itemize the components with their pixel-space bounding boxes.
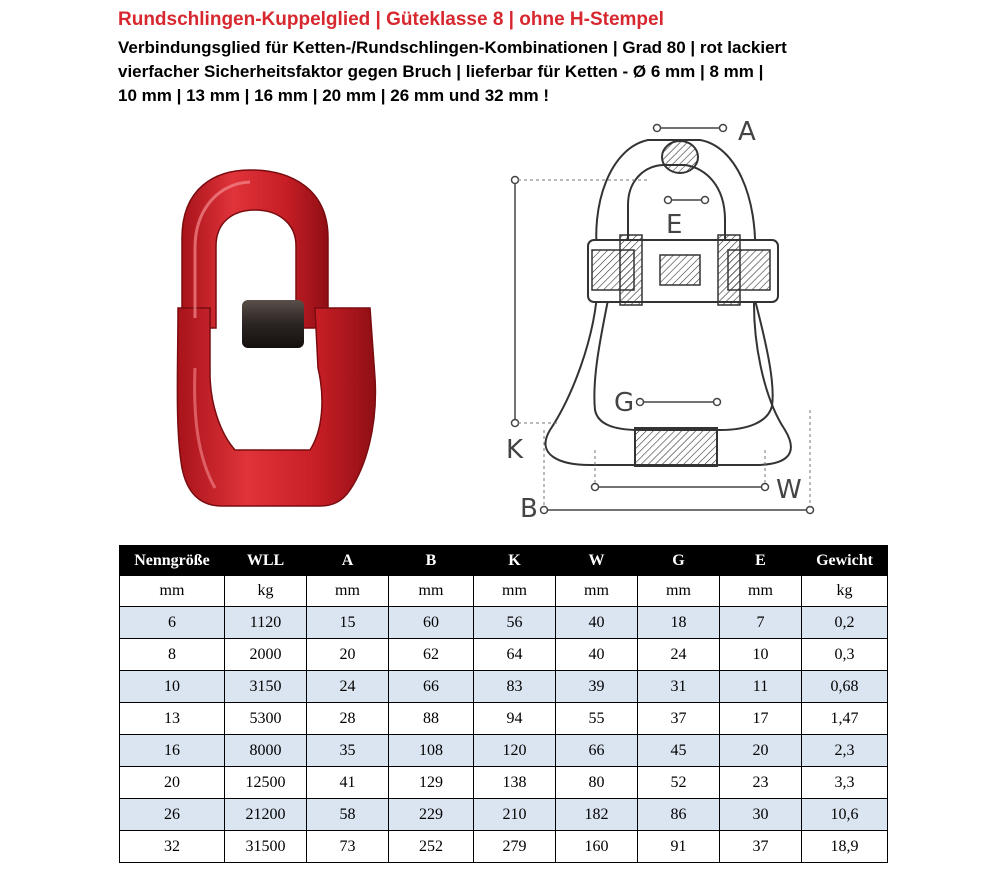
table-cell: 20: [720, 735, 802, 767]
unit-cell: mm: [307, 576, 389, 607]
specification-table: [119, 545, 888, 863]
table-cell: 20: [120, 767, 225, 799]
table-cell: 83: [474, 671, 556, 703]
unit-cell: kg: [802, 576, 888, 607]
table-row: [120, 671, 888, 703]
table-header-row: [120, 546, 888, 576]
table-cell: 17: [720, 703, 802, 735]
table-cell: 279: [474, 831, 556, 863]
page-title: Rundschlingen-Kuppelglied | Güteklasse 8 | ohne H-Stempel: [118, 9, 664, 30]
table-cell: 39: [556, 671, 638, 703]
table-cell: 15: [307, 607, 389, 639]
column-header: B: [389, 546, 474, 576]
unit-cell: mm: [120, 576, 225, 607]
table-cell: 5300: [225, 703, 307, 735]
table-cell: 62: [389, 639, 474, 671]
unit-cell: mm: [389, 576, 474, 607]
table-cell: 2,3: [802, 735, 888, 767]
table-row: [120, 831, 888, 863]
table-cell: 80: [556, 767, 638, 799]
table-cell: 40: [556, 607, 638, 639]
table-cell: 24: [307, 671, 389, 703]
table-cell: 0,3: [802, 639, 888, 671]
table-cell: 0,2: [802, 607, 888, 639]
table-cell: 210: [474, 799, 556, 831]
dim-label-w: W: [776, 475, 802, 505]
unit-cell: mm: [720, 576, 802, 607]
table-cell: 120: [474, 735, 556, 767]
dim-label-k: K: [506, 435, 524, 465]
units-row: [120, 576, 888, 607]
table-row: [120, 735, 888, 767]
table-cell: 30: [720, 799, 802, 831]
table-cell: 1120: [225, 607, 307, 639]
table-cell: 8000: [225, 735, 307, 767]
table-cell: 56: [474, 607, 556, 639]
description-line-3: 10 mm | 13 mm | 16 mm | 20 mm | 26 mm und 32 mm !: [118, 86, 549, 105]
table-cell: 129: [389, 767, 474, 799]
table-cell: 252: [389, 831, 474, 863]
product-description: [118, 36, 908, 108]
dim-label-a: A: [738, 117, 756, 147]
column-header: Gewicht: [802, 546, 888, 576]
table-cell: 60: [389, 607, 474, 639]
table-cell: 13: [120, 703, 225, 735]
table-cell: 66: [389, 671, 474, 703]
unit-cell: mm: [556, 576, 638, 607]
table-cell: 58: [307, 799, 389, 831]
table-cell: 1,47: [802, 703, 888, 735]
table-cell: 26: [120, 799, 225, 831]
table-cell: 32: [120, 831, 225, 863]
unit-cell: mm: [474, 576, 556, 607]
table-cell: 229: [389, 799, 474, 831]
description-line-1: Verbindungsglied für Ketten-/Rundschlingen-Kombinationen | Grad 80 | rot lackiert: [118, 38, 787, 57]
table-cell: 86: [638, 799, 720, 831]
unit-cell: kg: [225, 576, 307, 607]
table-row: [120, 639, 888, 671]
table-cell: 10: [720, 639, 802, 671]
table-cell: 0,68: [802, 671, 888, 703]
table-cell: 21200: [225, 799, 307, 831]
table-cell: 40: [556, 639, 638, 671]
table-row: [120, 703, 888, 735]
table-cell: 10: [120, 671, 225, 703]
table-cell: 20: [307, 639, 389, 671]
table-cell: 3,3: [802, 767, 888, 799]
table-cell: 73: [307, 831, 389, 863]
table-cell: 10,6: [802, 799, 888, 831]
table-cell: 8: [120, 639, 225, 671]
table-row: [120, 799, 888, 831]
table-cell: 2000: [225, 639, 307, 671]
table-cell: 31500: [225, 831, 307, 863]
column-header: A: [307, 546, 389, 576]
table-cell: 64: [474, 639, 556, 671]
column-header: G: [638, 546, 720, 576]
table-cell: 18: [638, 607, 720, 639]
table-cell: 18,9: [802, 831, 888, 863]
column-header: WLL: [225, 546, 307, 576]
table-cell: 31: [638, 671, 720, 703]
table-cell: 66: [556, 735, 638, 767]
table-cell: 3150: [225, 671, 307, 703]
table-cell: 35: [307, 735, 389, 767]
table-cell: 91: [638, 831, 720, 863]
dim-label-g: G: [614, 388, 635, 418]
table-cell: 41: [307, 767, 389, 799]
column-header: W: [556, 546, 638, 576]
column-header: K: [474, 546, 556, 576]
table-cell: 160: [556, 831, 638, 863]
column-header: Nenngröße: [120, 546, 225, 576]
table-cell: 108: [389, 735, 474, 767]
technical-drawing: [500, 110, 830, 525]
table-cell: 37: [720, 831, 802, 863]
table-cell: 94: [474, 703, 556, 735]
table-cell: 45: [638, 735, 720, 767]
table-cell: 11: [720, 671, 802, 703]
table-cell: 7: [720, 607, 802, 639]
table-cell: 28: [307, 703, 389, 735]
dim-label-e: E: [666, 210, 683, 240]
table-cell: 52: [638, 767, 720, 799]
product-photo: [160, 168, 385, 508]
column-header: E: [720, 546, 802, 576]
table-cell: 16: [120, 735, 225, 767]
table-row: [120, 607, 888, 639]
table-row: [120, 767, 888, 799]
dim-label-b: B: [520, 494, 538, 524]
table-cell: 138: [474, 767, 556, 799]
table-cell: 37: [638, 703, 720, 735]
table-cell: 182: [556, 799, 638, 831]
table-cell: 23: [720, 767, 802, 799]
table-cell: 6: [120, 607, 225, 639]
table-cell: 12500: [225, 767, 307, 799]
unit-cell: mm: [638, 576, 720, 607]
table-cell: 55: [556, 703, 638, 735]
table-cell: 88: [389, 703, 474, 735]
table-cell: 24: [638, 639, 720, 671]
description-line-2: vierfacher Sicherheitsfaktor gegen Bruch | lieferbar für Ketten - Ø 6 mm | 8 mm |: [118, 62, 764, 81]
